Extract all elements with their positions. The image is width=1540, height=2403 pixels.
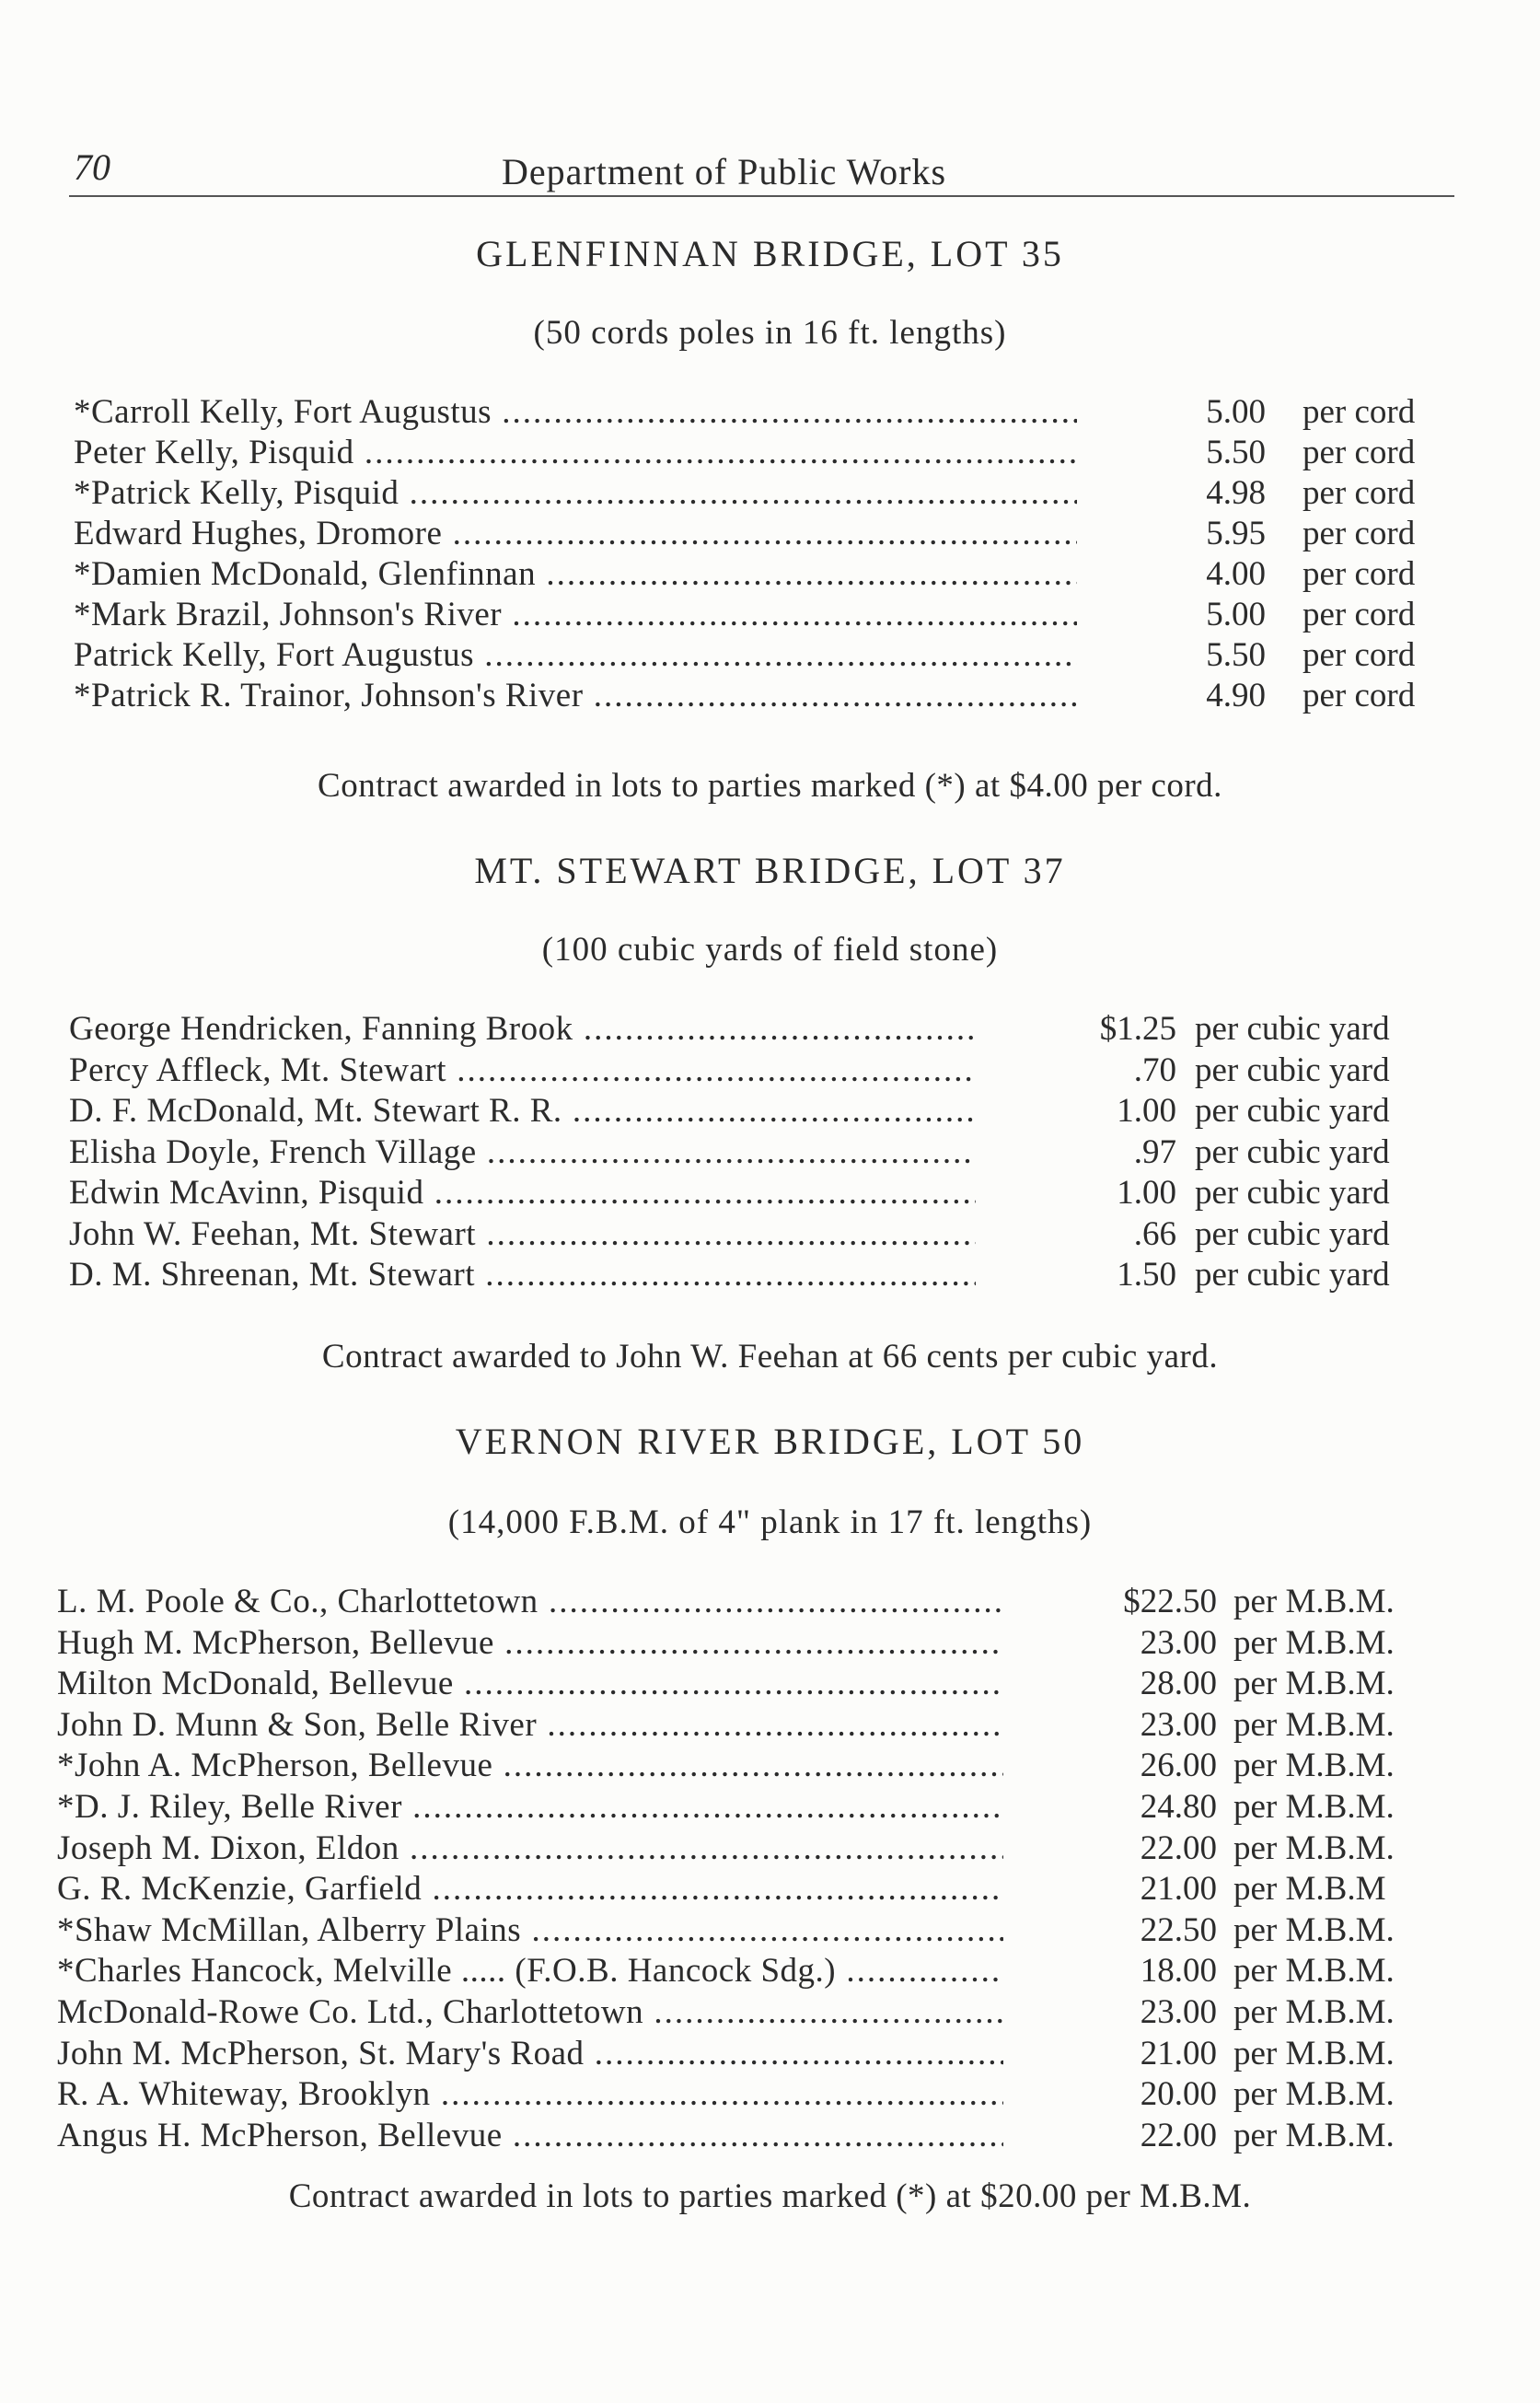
bid-row bbox=[0, 1009, 1540, 1050]
bid-price: .66 bbox=[1133, 1214, 1176, 1253]
bid-row bbox=[0, 1869, 1540, 1910]
bidder-name: Angus H. McPherson, Bellevue ..... bbox=[57, 2116, 1003, 2155]
bid-row bbox=[0, 2034, 1540, 2074]
bid-unit: per M.B.M. bbox=[1233, 1623, 1395, 1662]
section-subtitle-glenfinnan: (50 cords poles in 16 ft. lengths) bbox=[533, 314, 1007, 352]
bid-price: 23.00 bbox=[1140, 1705, 1217, 1744]
bid-unit: per M.B.M. bbox=[1233, 2116, 1395, 2154]
bidder-name: Joseph M. Dixon, Eldon ..... bbox=[57, 1828, 1003, 1868]
bid-price: 22.00 bbox=[1140, 1828, 1217, 1867]
bid-price: 20.00 bbox=[1140, 2075, 1217, 2114]
bid-row bbox=[0, 554, 1540, 595]
bid-price: 1.00 bbox=[1117, 1092, 1176, 1130]
bid-row bbox=[0, 1582, 1540, 1622]
bid-unit: per cord bbox=[1303, 596, 1416, 633]
bid-unit: per cord bbox=[1303, 555, 1416, 593]
bid-unit: per cord bbox=[1303, 474, 1416, 512]
bid-unit: per M.B.M. bbox=[1233, 1952, 1395, 1991]
bid-price: 5.95 bbox=[1206, 515, 1266, 552]
bid-price: 4.90 bbox=[1206, 677, 1266, 714]
bidder-name: George Hendricken, Fanning Brook ..... bbox=[69, 1009, 976, 1049]
bidder-name: Percy Affleck, Mt. Stewart ..... bbox=[69, 1051, 976, 1090]
bidder-name: John D. Munn & Son, Belle River ..... bbox=[57, 1705, 1003, 1745]
bid-unit: per M.B.M. bbox=[1233, 2034, 1395, 2072]
bid-row bbox=[0, 1992, 1540, 2033]
section-title-mt-stewart: MT. STEWART BRIDGE, LOT 37 bbox=[474, 850, 1066, 891]
bidder-name: L. M. Poole & Co., Charlottetown ..... bbox=[57, 1582, 1003, 1621]
bid-price: 23.00 bbox=[1140, 1623, 1217, 1662]
bidder-name: Milton McDonald, Bellevue ..... bbox=[57, 1664, 1003, 1703]
section-subtitle-mt-stewart: (100 cubic yards of field stone) bbox=[541, 931, 999, 969]
bid-row bbox=[0, 1051, 1540, 1091]
bid-row bbox=[0, 1787, 1540, 1828]
header-rule bbox=[69, 195, 1454, 197]
bidder-name: *Charles Hancock, Melville ..... (F.O.B. Hancock Sdg.) ..... bbox=[57, 1951, 1003, 1991]
bidder-name: D. M. Shreenan, Mt. Stewart ..... bbox=[69, 1255, 976, 1294]
bidder-name: G. R. McKenzie, Garfield ..... bbox=[57, 1869, 1003, 1909]
bid-unit: per cubic yard bbox=[1195, 1092, 1390, 1130]
bid-unit: per cord bbox=[1303, 393, 1416, 431]
bid-price: 22.00 bbox=[1140, 2116, 1217, 2154]
bid-price: .97 bbox=[1133, 1132, 1176, 1171]
bidder-name: *Patrick R. Trainor, Johnson's River ..... bbox=[74, 676, 1077, 715]
bid-price: .70 bbox=[1133, 1051, 1176, 1089]
bid-unit: per cubic yard bbox=[1195, 1214, 1390, 1253]
bid-row bbox=[0, 676, 1540, 716]
bid-row bbox=[0, 392, 1540, 433]
bid-row bbox=[0, 473, 1540, 514]
bidder-name: Hugh M. McPherson, Bellevue ..... bbox=[57, 1623, 1003, 1663]
bid-row bbox=[0, 635, 1540, 676]
bid-unit: per cubic yard bbox=[1195, 1051, 1390, 1089]
bid-unit: per cord bbox=[1303, 636, 1416, 674]
bid-price: 5.00 bbox=[1206, 596, 1266, 633]
bid-unit: per M.B.M. bbox=[1233, 1788, 1395, 1826]
bid-price: 23.00 bbox=[1140, 1993, 1217, 2031]
page-header bbox=[69, 145, 1454, 201]
section-title-vernon-river: VERNON RIVER BRIDGE, LOT 50 bbox=[455, 1421, 1085, 1462]
running-header-title: Department of Public Works bbox=[502, 151, 947, 192]
bid-price: $22.50 bbox=[1123, 1583, 1217, 1620]
bid-price: 26.00 bbox=[1140, 1747, 1217, 1785]
bid-price: 4.98 bbox=[1206, 474, 1266, 512]
bid-price: 5.50 bbox=[1206, 636, 1266, 674]
bid-price: 4.00 bbox=[1206, 555, 1266, 593]
bid-price: 24.80 bbox=[1140, 1788, 1217, 1826]
bid-row bbox=[0, 1255, 1540, 1295]
bid-unit: per M.B.M. bbox=[1233, 1747, 1395, 1785]
bidder-name: John M. McPherson, St. Mary's Road ..... bbox=[57, 2034, 1003, 2073]
bid-row bbox=[0, 1664, 1540, 1704]
bid-row bbox=[0, 1173, 1540, 1213]
bidder-name: Edward Hughes, Dromore ..... bbox=[74, 514, 1077, 553]
bid-unit: per cubic yard bbox=[1195, 1256, 1390, 1294]
bid-row bbox=[0, 1214, 1540, 1255]
bid-unit: per cubic yard bbox=[1195, 1174, 1390, 1212]
section-subtitle-vernon-river: (14,000 F.B.M. of 4" plank in 17 ft. lengths) bbox=[447, 1503, 1093, 1541]
bidder-name: Elisha Doyle, French Village ..... bbox=[69, 1132, 976, 1172]
bidder-name: Edwin McAvinn, Pisquid ..... bbox=[69, 1173, 976, 1213]
bidder-name: R. A. Whiteway, Brooklyn ..... bbox=[57, 2074, 1003, 2114]
bid-price: $1.25 bbox=[1099, 1010, 1176, 1048]
bidder-name: *Damien McDonald, Glenfinnan ..... bbox=[74, 554, 1077, 594]
bid-unit: per M.B.M. bbox=[1233, 1705, 1395, 1744]
bid-unit: per cord bbox=[1303, 434, 1416, 471]
bid-price: 28.00 bbox=[1140, 1665, 1217, 1703]
bid-row bbox=[0, 2116, 1540, 2156]
bid-unit: per M.B.M. bbox=[1233, 1910, 1395, 1949]
bid-row bbox=[0, 2074, 1540, 2115]
bidder-name: *Patrick Kelly, Pisquid ..... bbox=[74, 473, 1077, 513]
award-note-mt-stewart: Contract awarded to John W. Feehan at 66 cents per cubic yard. bbox=[321, 1338, 1219, 1376]
bid-row bbox=[0, 1705, 1540, 1746]
bidder-name: Patrick Kelly, Fort Augustus ..... bbox=[74, 635, 1077, 675]
bid-row bbox=[0, 433, 1540, 473]
bid-price: 1.50 bbox=[1117, 1256, 1176, 1294]
bid-unit: per cord bbox=[1303, 677, 1416, 714]
section-title-glenfinnan: GLENFINNAN BRIDGE, LOT 35 bbox=[476, 233, 1064, 274]
bid-price: 1.00 bbox=[1117, 1174, 1176, 1212]
bidder-name: *Carroll Kelly, Fort Augustus ..... bbox=[74, 392, 1077, 432]
bid-unit: per M.B.M bbox=[1233, 1870, 1386, 1909]
award-note-vernon-river: Contract awarded in lots to parties marked (*) at $20.00 per M.B.M. bbox=[288, 2177, 1252, 2215]
bid-price: 21.00 bbox=[1140, 1870, 1217, 1909]
bid-unit: per M.B.M. bbox=[1233, 1993, 1395, 2031]
bid-price: 5.50 bbox=[1206, 434, 1266, 471]
bid-row bbox=[0, 1623, 1540, 1664]
bid-unit: per M.B.M. bbox=[1233, 1828, 1395, 1867]
bidder-name: *Mark Brazil, Johnson's River ..... bbox=[74, 595, 1077, 634]
bid-row bbox=[0, 1951, 1540, 1991]
bid-row bbox=[0, 1091, 1540, 1132]
bid-row bbox=[0, 514, 1540, 554]
bid-unit: per M.B.M. bbox=[1233, 1665, 1395, 1703]
bid-price: 22.50 bbox=[1140, 1910, 1217, 1949]
award-note-glenfinnan: Contract awarded in lots to parties marked (*) at $4.00 per cord. bbox=[318, 767, 1222, 805]
bid-unit: per M.B.M. bbox=[1233, 2075, 1395, 2114]
bid-row bbox=[0, 1828, 1540, 1869]
bid-unit: per M.B.M. bbox=[1233, 1583, 1395, 1620]
bid-row bbox=[0, 1746, 1540, 1786]
bid-row bbox=[0, 595, 1540, 635]
bidder-name: *John A. McPherson, Bellevue ..... bbox=[57, 1746, 1003, 1785]
bidder-name: *D. J. Riley, Belle River ..... bbox=[57, 1787, 1003, 1827]
bidder-name: D. F. McDonald, Mt. Stewart R. R. ..... bbox=[69, 1091, 976, 1131]
bidder-name: Peter Kelly, Pisquid ..... bbox=[74, 433, 1077, 472]
bid-price: 18.00 bbox=[1140, 1952, 1217, 1991]
bidder-name: John W. Feehan, Mt. Stewart ..... bbox=[69, 1214, 976, 1254]
page-number: 70 bbox=[74, 146, 110, 188]
bid-unit: per cubic yard bbox=[1195, 1010, 1390, 1048]
bidder-name: McDonald-Rowe Co. Ltd., Charlottetown ..... bbox=[57, 1992, 1003, 2032]
bid-unit: per cubic yard bbox=[1195, 1132, 1390, 1171]
bid-row bbox=[0, 1132, 1540, 1173]
bid-unit: per cord bbox=[1303, 515, 1416, 552]
bid-price: 5.00 bbox=[1206, 393, 1266, 431]
bidder-name: *Shaw McMillan, Alberry Plains ..... bbox=[57, 1910, 1003, 1950]
bid-price: 21.00 bbox=[1140, 2034, 1217, 2072]
bid-row bbox=[0, 1910, 1540, 1951]
